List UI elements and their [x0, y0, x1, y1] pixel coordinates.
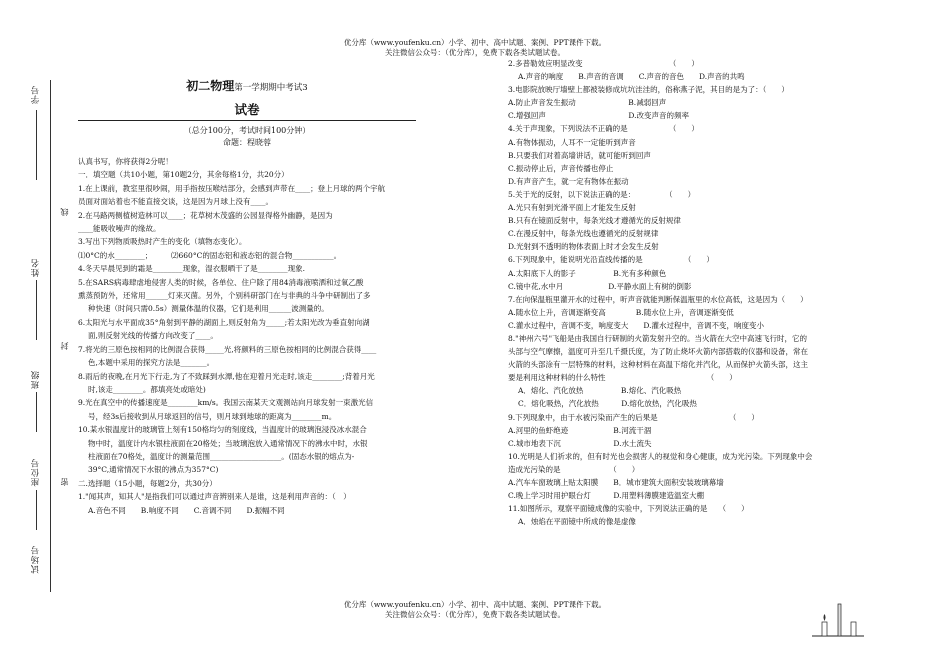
- options-line: A.随水位上升，音调逐渐变高 B.随水位上升，音调逐渐变低: [508, 307, 734, 317]
- question-line: ⑴0°C的水________； ⑵660°C的固态铝和液态铝的混合物___________。: [78, 250, 342, 260]
- label-name: 姓名: [31, 258, 41, 277]
- options-line: B.只有在镜面反射中，每条光线才遵循光的反射规律: [508, 216, 681, 226]
- options-line: A.河里的鱼虾绝迹 B.河流干涸: [508, 425, 652, 435]
- fill-line: [36, 490, 37, 530]
- exam-title-2: 试卷: [234, 102, 260, 117]
- options-line: A.防止声音发生振动 B.减弱回声: [508, 98, 667, 108]
- question-line: 9.光在真空中的传播速度是________km/s。我国云南某天文观测站向月球发射一束激光信: [78, 398, 374, 408]
- options-line: C.增强回声 D.改变声音的频率: [508, 111, 689, 121]
- question-line: 柱液面在70格处，温度计的测量范围___________________。(固态水银的熔点为-: [88, 451, 355, 461]
- question-line: 要是利用这种材料的什么特性 （ ）: [508, 373, 737, 383]
- exam-title: [78, 78, 416, 96]
- fill-line: [36, 392, 37, 432]
- question-line: 8.雨后的夜晚,在月光下行走,为了不致踩到水潭,他在迎着月光走时,该走________;背着月光: [78, 371, 375, 381]
- question-line: 6.下列现象中，能说明光沿直线传播的是 （ ）: [508, 255, 714, 265]
- question-line: ____能吸收噪声的缘故。: [78, 224, 161, 234]
- options-line: C.在漫反射中，每条光线也遵循光的反射规律: [508, 229, 659, 239]
- question-line: 1.在上课前，教室里很吵闹，用手指按压喉结部分，会感到声带在____；登上月球的两个宇航: [78, 183, 386, 193]
- question-line: 4.关于声现象，下列说法不正确的是 （ ）: [508, 124, 699, 134]
- binding-line: [50, 80, 51, 592]
- question-line: 11.如图所示，观察平面镜成像的实验中，下列说法正确的是 （ ）: [508, 504, 749, 514]
- title-sub: 第一学期期中考试3: [234, 83, 308, 93]
- question-line: 3.写出下列物质吸热时产生的变化（填物态变化）。: [78, 237, 247, 247]
- score-info: （总分100分，考试时间100分钟）: [183, 126, 311, 135]
- question-line: 号，经3s后接收到从月球返回的信号，则月球到地球的距离为________m。: [88, 411, 337, 421]
- question-line: 种快速（时间只需0.5s）测量体温的仪器，它们是利用______波测量的。: [88, 304, 329, 314]
- options-line: C.镜中花,水中月 D.平静水面上有树的倒影: [508, 281, 692, 291]
- question-line: 10.光明是人们祈求的，但有时光也会损害人的视觉和身心健康，成为光污染。下列现象中会: [508, 451, 813, 461]
- question-line: 39°C,通常情况下水银的沸点为357°C): [88, 465, 219, 475]
- options-line: C.晚上学习时用护眼台灯 D.用塑料薄膜建造温室大棚: [508, 491, 704, 501]
- mark-secret: 密: [60, 478, 69, 486]
- options-line: C.振动停止后，声音传播也停止: [508, 163, 614, 173]
- candle-icon: [822, 622, 827, 636]
- question-line: 色,本题中采用的探究方法是_______。: [88, 358, 215, 368]
- mark-seal: 封: [60, 342, 69, 350]
- section-heading: 二.选择题（15小题，每题2分，共30分）: [78, 478, 217, 488]
- question-line: 7.将光的三原色按相同的比例混合获得_____光,将颜料的三原色按相同的比例混合获得____: [78, 344, 377, 354]
- fill-line: [36, 110, 37, 180]
- options-line: A．熔化、汽化放热 B.熔化、汽化吸热: [518, 386, 682, 396]
- question-line: 4.冬天早晨见到的霜是________现象，湿衣服晒干了是________现象.: [78, 264, 306, 274]
- glass-plate: [838, 604, 841, 636]
- options-line: C.灌水过程中，音调不变，响度变大 D.灌水过程中，音调不变，响度变小: [508, 320, 764, 330]
- label-class: 班级: [31, 370, 41, 389]
- binding-margin: [22, 80, 69, 592]
- question-line: 熏蒸预防外，还常用______灯来灭菌。另外，个别科研部门在与非典的斗争中研制出了多: [78, 291, 371, 301]
- options-line: D.有声音产生，就一定有物体在振动: [508, 176, 629, 186]
- header-line: 关注微信公众号：（优分库），免费下载各类试题试卷。: [385, 48, 565, 57]
- title-rule: [78, 120, 416, 121]
- question-line: 6.太阳光与水平面成35°角射到平静的湖面上,则反射角为_____;若太阳光改为垂直射向湖: [78, 317, 370, 327]
- author: 命题：程晓蓉: [223, 138, 271, 147]
- left-column: [78, 78, 416, 517]
- options-line: A.太阳底下人的影子 B.光有多种颜色: [508, 268, 667, 278]
- question-line: 头部与空气摩擦，温度可升至几千摄氏度，为了防止烧坏火箭内部搭载的仪器和设备，常在: [508, 347, 808, 357]
- header-line: 优分库（www.youfenku.cn）小学、初中、高中试题、案例、PPT课件下载。: [343, 38, 607, 47]
- options-line: C．熔化吸热，汽化放热 D.熔化放热，汽化吸热: [518, 399, 697, 409]
- right-column: [508, 57, 868, 528]
- footer-line: 关注微信公众号：（优分库），免费下载各类试题试卷。: [385, 610, 565, 619]
- options-line: C.城市地表下沉 D.水土流失: [508, 438, 652, 448]
- options-line: D.光射到不透明的物体表面上时才会发生反射: [508, 242, 659, 252]
- options-line: A．烛焰在平面镜中所成的像是虚像: [518, 517, 636, 527]
- mark-line: 线: [60, 208, 69, 216]
- mirror-candle-figure: [808, 600, 868, 640]
- question-line: 时,该走________。都填亮处或暗处): [88, 384, 206, 394]
- options-line: A.有物体振动，人耳不一定能听到声音: [508, 137, 636, 147]
- options-line: B.只要我们对着高墙讲话，就可能听到回声: [508, 150, 651, 160]
- question-line: 5.在SARS病毒肆虐地侵害人类的时候，各单位、住户除了用84消毒液喷洒和过氧乙酸: [78, 277, 364, 287]
- flame-icon: [824, 614, 826, 621]
- intro: 认真书写，你将获得2分呢！: [78, 157, 173, 166]
- title-main: 初二物理: [186, 79, 235, 93]
- question-line: 造成光污染的是 （ ）: [508, 464, 640, 474]
- label-seat: 座位号: [31, 458, 41, 487]
- question-line: 7.在向保温瓶里灌开水的过程中，听声音就能判断保温瓶里的水位高低，这是因为（ ）: [508, 294, 808, 304]
- options-line: A.声音的响度 B.声音的音调 C.声音的音色 D.声音的共鸣: [518, 72, 745, 82]
- section-heading: 一．填空题（共10小题，第10题2分，其余每格1分，共20分）: [78, 170, 289, 180]
- question-line: 火箭的头部涂有一层特殊的材料，这种材料在高温下熔化并汽化，从而保护火箭头部，这主: [508, 360, 808, 370]
- question-line: 物中时，温度计内水银柱液面在20格处；当玻璃泡放入通常情况下的沸水中时，水银: [88, 438, 368, 448]
- options-line: A.汽车车窗玻璃上贴太阳膜 B．城市建筑大面积安装玻璃幕墙: [508, 478, 724, 487]
- footer-line: 优分库（www.youfenku.cn）小学、初中、高中试题、案例、PPT课件下载。: [343, 600, 607, 609]
- question-line: 员面对面站着也不能直接交谈，这是因为月球上没有____。: [78, 197, 273, 207]
- options-line: A.音色不同 B.响度不同 C.音调不同 D.振幅不同: [88, 505, 285, 515]
- question-line: 2.在马路两侧植树造林可以____；花草树木茂盛的公园显得格外幽静，是因为: [78, 210, 333, 220]
- fill-line: [36, 280, 37, 340]
- question-line: 8."神州六号"飞船是由我国自行研制的火箭发射升空的。当火箭在大空中高速飞行时，它的: [508, 333, 808, 343]
- page-header: [0, 38, 950, 58]
- question-line: 9.下列现象中，由于水被污染而产生的后果是 （ ）: [508, 412, 759, 422]
- question-line: 面,则反射光线的传播方向改变了____。: [88, 331, 218, 341]
- question-line: 2.多普勒效应明显改变 （ ）: [508, 59, 699, 68]
- label-student-id: 学号: [31, 85, 41, 104]
- question-line: 10.某水银温度计的玻璃管上刻有150格均匀的刻度线，当温度计的玻璃泡浸没冰水混合: [78, 425, 367, 435]
- question-line: 1."闻其声，知其人"是指我们可以通过声音辨别来人是谁，这是利用声音的：（ ）: [78, 492, 351, 502]
- options-line: A.光只有射到光滑平面上才能发生反射: [508, 203, 636, 213]
- image-candle-icon: [851, 622, 856, 636]
- question-line: 5.关于光的反射，以下说法正确的是： （ ）: [508, 189, 696, 199]
- question-line: 3.电影院放映厅墙壁上都被装修成坑坑洼洼的，俗称燕子泥，其目的是为了：（ ）: [508, 85, 789, 95]
- label-exam-room: 试场号: [31, 545, 41, 574]
